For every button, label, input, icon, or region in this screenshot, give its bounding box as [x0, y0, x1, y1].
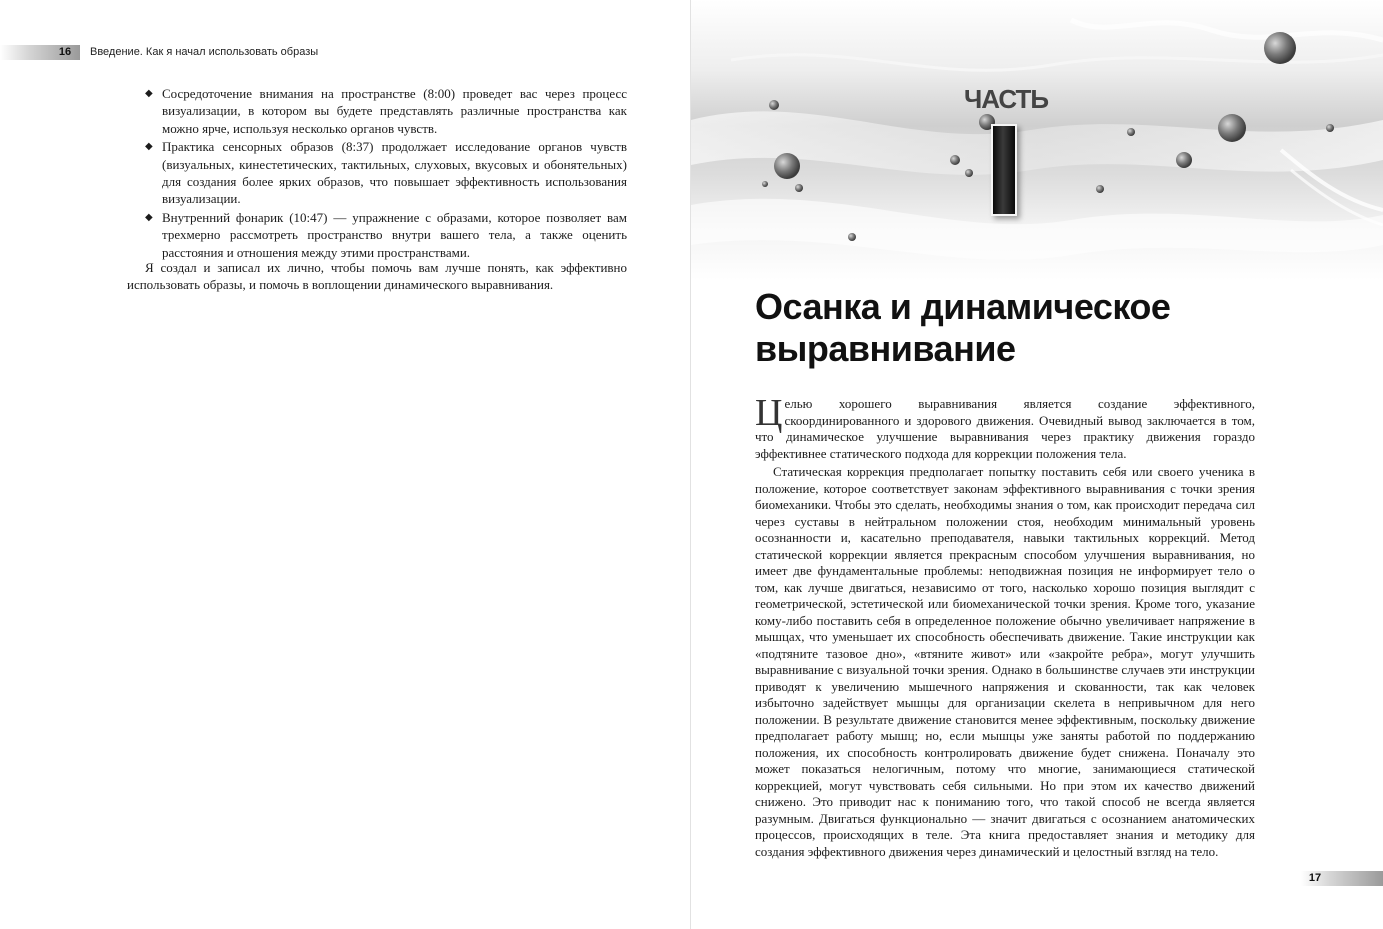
chapter-body — [755, 392, 1255, 860]
drop-cap: Ц — [755, 392, 783, 434]
part-banner — [691, 0, 1383, 280]
left-page — [0, 0, 690, 929]
sphere-decoration — [1176, 152, 1192, 168]
diamond-bullet-icon: ◆ — [145, 141, 153, 153]
sphere-decoration — [1264, 32, 1296, 64]
part-numeral — [991, 124, 1017, 216]
sphere-decoration — [795, 184, 803, 192]
sphere-decoration — [769, 100, 779, 110]
bullet-item — [145, 209, 627, 261]
paragraph-1 — [755, 392, 1255, 462]
abstract-wave-illustration — [691, 0, 1383, 280]
running-head: Введение. Как я начал использовать образы — [90, 46, 319, 58]
bullet-text: Сосредоточение внимания на пространстве (8:00) проведет вас через процесс визуализации, в котором вы будете представлять различные пространства как можно ярче, используя несколько органов чувств. — [162, 86, 627, 136]
bullet-item — [145, 138, 627, 208]
page-number-right: 17 — [1308, 872, 1322, 884]
sphere-decoration — [774, 153, 800, 179]
page-number-left: 16 — [58, 46, 72, 58]
sphere-decoration — [965, 169, 973, 177]
diamond-bullet-icon: ◆ — [145, 88, 153, 99]
sphere-decoration — [1218, 114, 1246, 142]
sphere-decoration — [1326, 124, 1334, 132]
bullet-item — [145, 85, 627, 137]
closing-paragraph: Я создал и записал их лично, чтобы помочь вам лучше понять, как эффективно использовать образы, и помочь в воплощении динамического выравнивания. — [127, 260, 627, 293]
paragraph-2: Статическая коррекция предполагает попытку поставить себя или своего ученика в положение, которое соответствует законам эффективного выравнивания с точки зрения биомеханики. Чтобы это сделать, необходимы знания о том, как происходит передача сил через суставы в нейтральном положении стоя, необходим минимальный уровень осознанности и, касательно преподавателя, навыки тактильных коррекций. Метод статической коррекции является прекрасным способом улучшения выравнивания, но имеет две фундаментальные проблемы: неподвижная позиция не информирует тело о том, как лучше двигаться, независимо от того, насколько хорошо позиция выглядит с геометрической, эстетической или биомеханической точки зрения. Кроме того, указание кому-либо поставить себя в определенное положение обычно увеличивает напряжение в мышцах, что уменьшает их способность обеспечивать движение. Такие инструкции как «подтяните тазовое дно», «втяните живот» или «закройте ребра», могут улучшить выравнивание с визуальной точки зрения. Однако в большинстве случаев эти инструкции приводят к увеличению мышечного напряжения и скованности, так как человек избыточно задействует мышцы для организации скелета в непривычном для него положении. В результате движение становится менее эффективным, поскольку движение предполагает работу мышц; но, если мышцы уже заняты работой по поддержанию положения, их способность контролировать движение будет снижена. Поначалу это может показаться нелогичным, потому что многие, занимающиеся статической коррекцией, могут чувствовать себя сильными. Но при этом их качество движений снижено. Это приводит нас к пониманию того, что такой способ не всегда является разумным. Двигаться функционально — значит двигаться с осознанием анатомических процессов, происходящих в теле. Эта книга предоставляет знания и методику для создания эффективного движения через динамический и целостный взгляд на тело. — [755, 464, 1255, 859]
sphere-decoration — [762, 181, 768, 187]
right-page — [691, 0, 1383, 929]
diamond-bullet-icon: ◆ — [145, 211, 153, 223]
chapter-title: Осанка и динамическое выравнивание — [755, 286, 1171, 369]
bullet-text: Практика сенсорных образов (8:37) продолжает исследование органов чувств (визуальных, кинестетических, тактильных, слуховых, вкусовых и обонятельных) для создания более ярких образов, что повышает эффективность использования визуализации. — [162, 139, 627, 207]
part-label: ЧАСТЬ — [963, 84, 1049, 114]
sphere-decoration — [1127, 128, 1135, 136]
sphere-decoration — [1096, 185, 1104, 193]
bullet-list — [145, 85, 627, 262]
sphere-decoration — [848, 233, 856, 241]
bullet-text: Внутренний фонарик (10:47) — упражнение с образами, которое позволяет вам трехмерно рассмотреть пространство внутри вашего тела, а также оценить расстояния и отношения между этими пространствами. — [162, 209, 627, 260]
paragraph-1-text: елью хорошего выравнивания является создание эффективного, скоординированного и здорового движения. Очевидный вывод заключается в том, что динамическое улучшение выравнивания через практику движения гораздо эффективнее статического подхода для коррекции положения тела. — [755, 396, 1255, 461]
sphere-decoration — [950, 155, 960, 165]
